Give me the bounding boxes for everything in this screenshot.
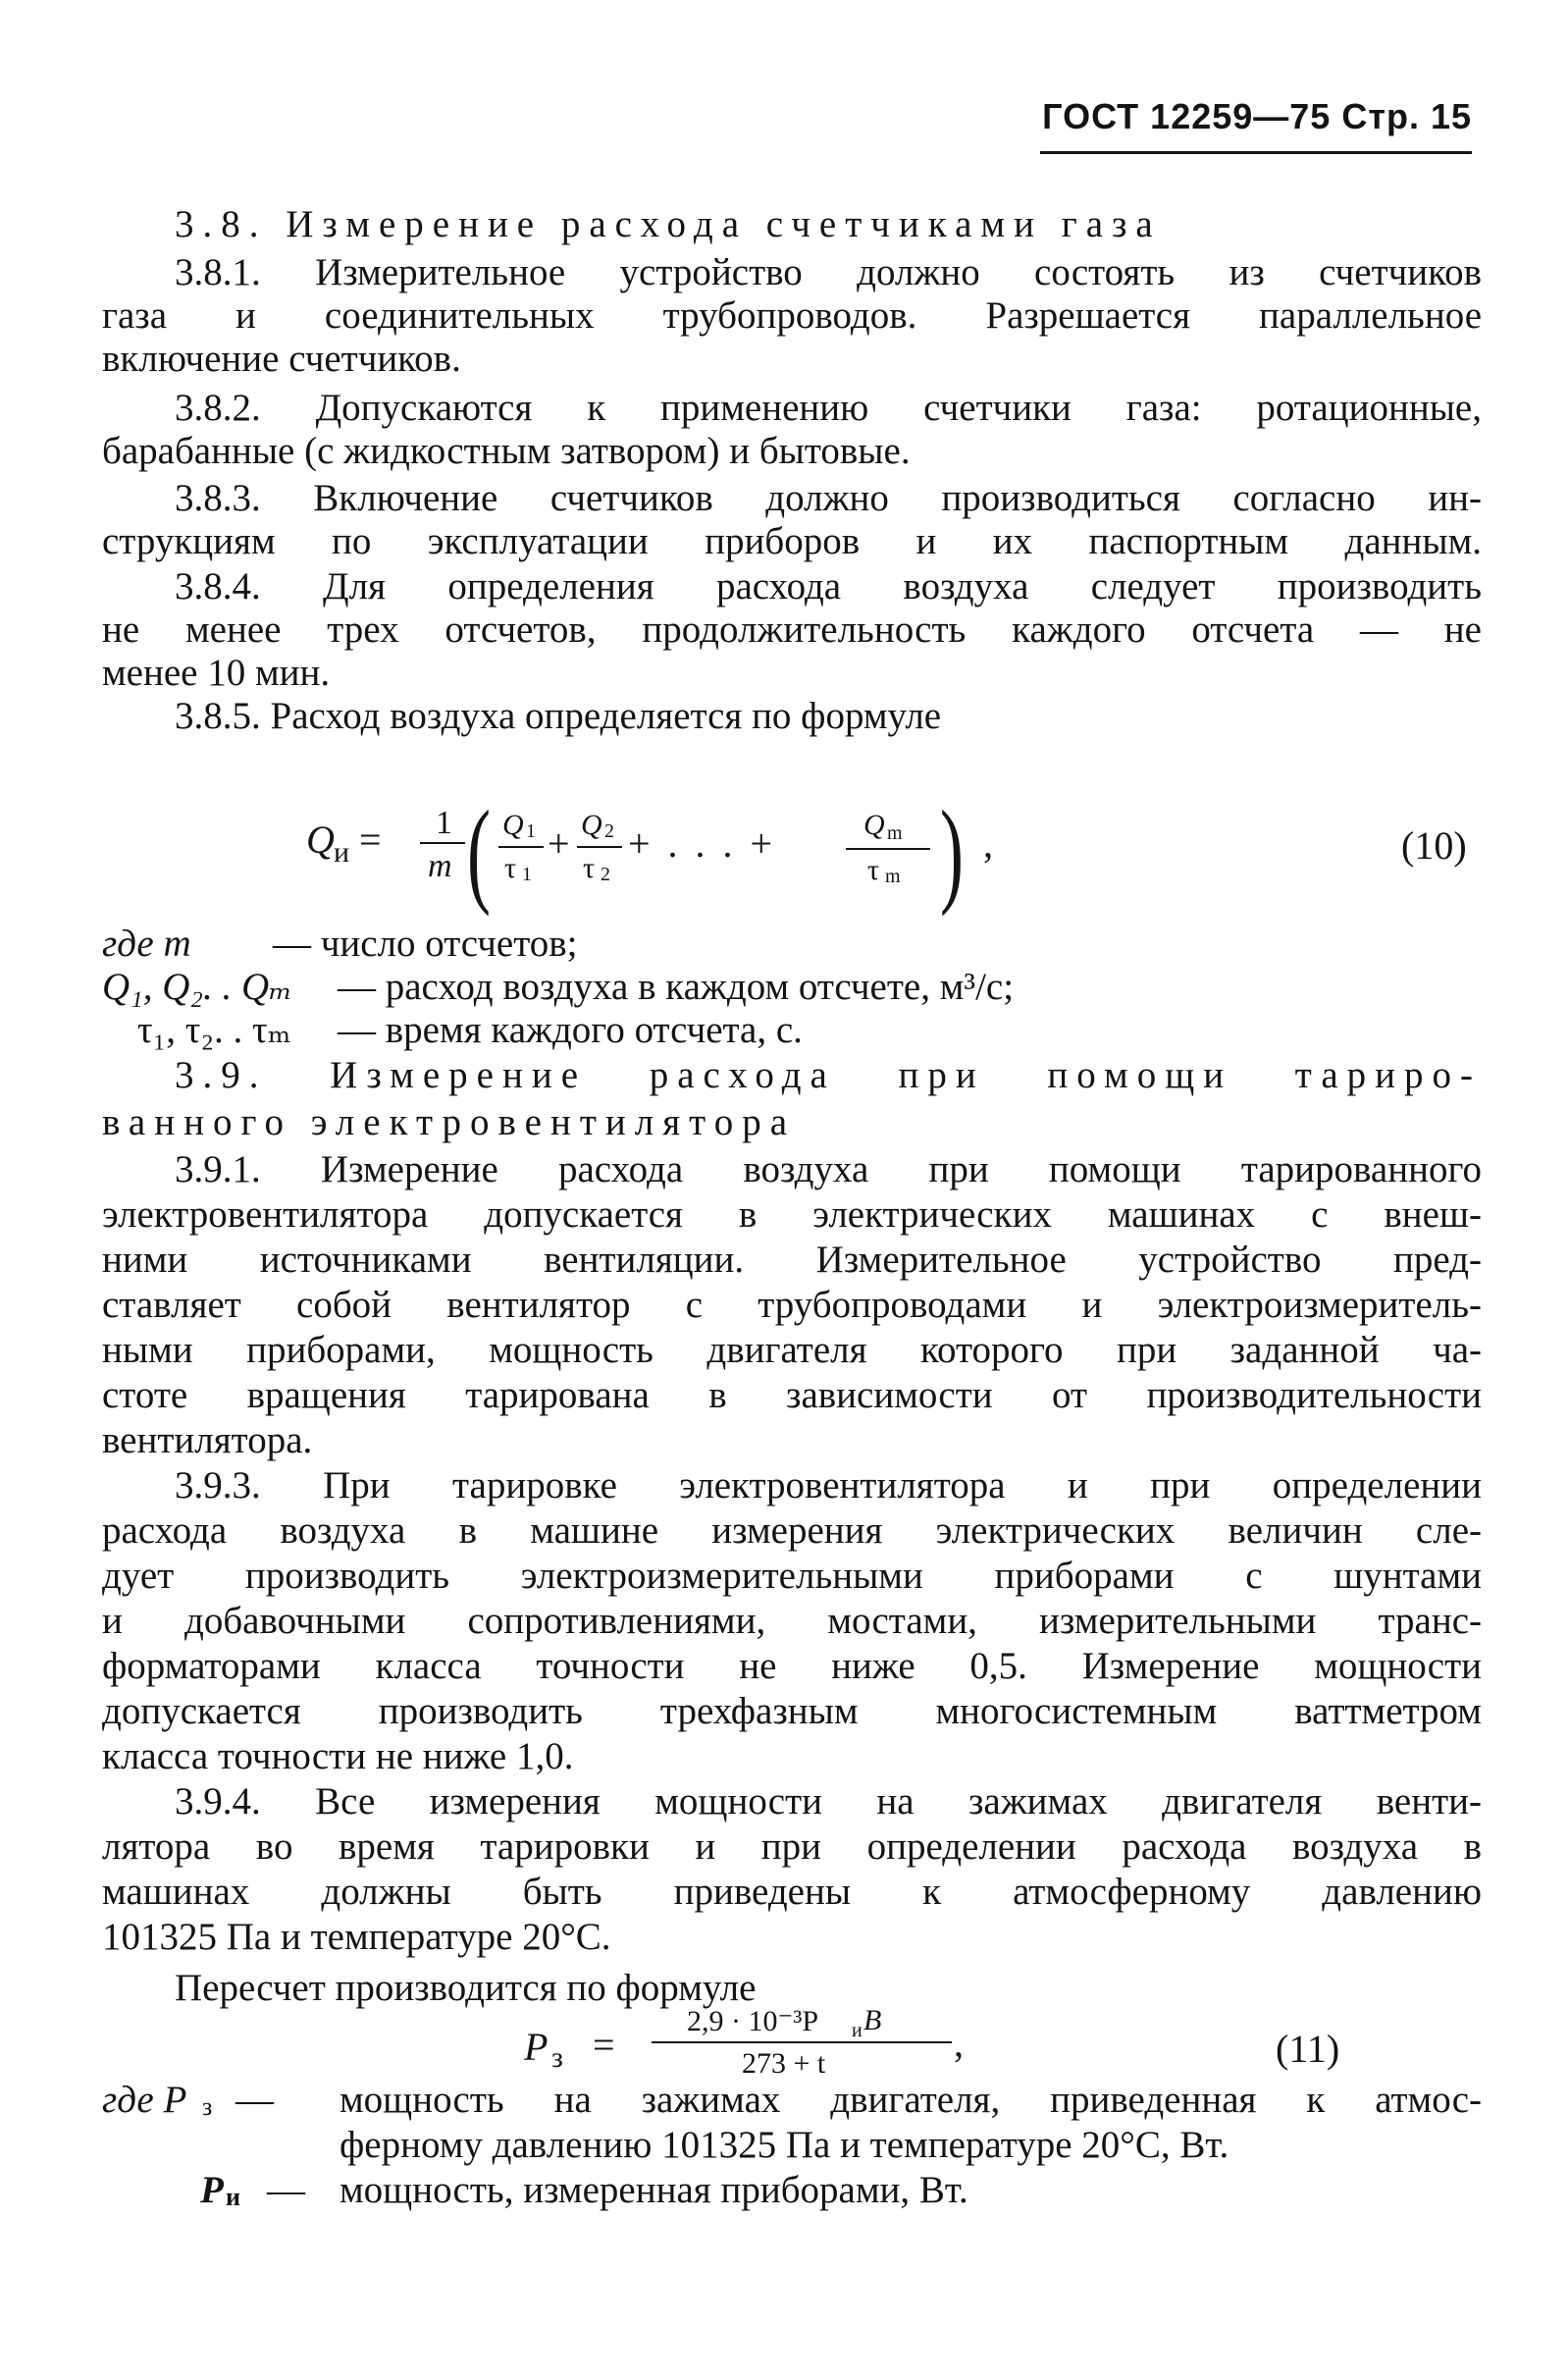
paragraph-line: дует производить электроизмерительными приборами с шунтами	[102, 1555, 1482, 1597]
paragraph-line: электровентилятора допускается в электрических машинах с внеш-	[102, 1193, 1482, 1236]
formula-subscript: 1	[522, 864, 532, 885]
paragraph-line: 3.9.4. Все измерения мощности на зажимах двигателя венти-	[175, 1780, 1482, 1822]
formula-denominator: m	[428, 848, 452, 884]
formula-sign: + . . . +	[628, 821, 777, 866]
paragraph-line: лятора во время тарировки и при определении расхода воздуха в	[102, 1825, 1482, 1868]
formula-numerator: 1	[436, 805, 452, 841]
fraction-bar	[498, 846, 544, 848]
legend-symbol: где P	[102, 2079, 187, 2121]
formula-symbol: Q	[581, 809, 602, 841]
paragraph-line: допускается производить трехфазным многосистемным ваттметром	[102, 1690, 1482, 1732]
legend-dash: —	[267, 2169, 305, 2211]
legend-subscript: и	[226, 2183, 240, 2211]
paragraph-line: ставляет собой вентилятор с трубопроводами и электроизмеритель-	[102, 1284, 1482, 1326]
formula-symbol: B	[863, 2004, 882, 2036]
legend-description: ферному давлению 101325 Па и температуре 20°С, Вт.	[340, 2124, 1229, 2166]
formula-denominator: 273 + t	[742, 2047, 826, 2080]
formula-symbol: Q	[863, 809, 885, 841]
formula-sign: =	[359, 818, 382, 862]
legend-symbol: где m	[102, 923, 191, 965]
fraction-bar	[846, 848, 930, 850]
paragraph-line: машинах должны быть приведены к атмосферному давлению	[102, 1871, 1482, 1913]
fraction-bar	[652, 2041, 952, 2043]
paragraph-line: и добавочными сопротивлениями, мостами, измерительными транс-	[102, 1600, 1482, 1642]
paragraph-line: стоте вращения тарирована в зависимости от производительности	[102, 1374, 1482, 1416]
formula-numerator: 2,9 · 10⁻³P	[687, 2005, 819, 2037]
section-title-3-9-cont: ванного электровентилятора	[102, 1101, 797, 1143]
formula-comma: ,	[983, 821, 993, 866]
formula-number: (11)	[1276, 2027, 1340, 2071]
paragraph-line: 3.8.1. Измерительное устройство должно состоять из счетчиков	[175, 251, 1482, 293]
legend-description: — расход воздуха в каждом отсчете, м³/с;	[338, 966, 1015, 1008]
paragraph-line: форматорами класса точности не ниже 0,5. Измерение мощности	[102, 1645, 1482, 1687]
formula-subscript: з	[551, 2041, 563, 2074]
paragraph-line: класса точности не ниже 1,0.	[102, 1735, 574, 1777]
right-parenthesis: )	[940, 786, 964, 917]
formula-subscript: m	[885, 866, 901, 887]
formula-comma: ,	[954, 2021, 964, 2065]
paragraph-line: газа и соединительных трубопроводов. Разрешается параллельное	[102, 294, 1482, 337]
legend-symbol: τ₁, τ₂. . τₘ	[137, 1009, 291, 1051]
formula-symbol: Q	[306, 818, 335, 862]
formula-subscript: m	[887, 822, 903, 844]
paragraph-line: 3.9.3. При тарировке электровентилятора и при определении	[175, 1464, 1482, 1506]
formula-sign: +	[548, 821, 570, 866]
formula-symbol: P	[524, 2025, 549, 2069]
page-header: ГОСТ 12259—75 Стр. 15	[1040, 92, 1472, 154]
section-title-3-8: 3.8. Измерение расхода счетчиками газа	[175, 203, 1162, 245]
formula-symbol: τ	[867, 854, 880, 886]
legend-symbol: Q₁, Q₂. . Qₘ	[102, 966, 293, 1008]
paragraph-line: включение счетчиков.	[102, 338, 461, 380]
paragraph-line: струкциям по эксплуатации приборов и их паспортным данным.	[102, 520, 1482, 562]
paragraph-line: не менее трех отсчетов, продолжительность каждого отсчета — не	[102, 608, 1482, 651]
legend-subscript: з	[202, 2092, 213, 2121]
formula-subscript: 2	[604, 820, 614, 842]
paragraph-line: расхода воздуха в машине измерения электрических величин сле-	[102, 1509, 1482, 1552]
paragraph-line: ными приборами, мощность двигателя которого при заданной ча-	[102, 1329, 1482, 1371]
left-parenthesis: (	[467, 786, 491, 917]
formula-subscript: и	[852, 2020, 862, 2041]
formula-subscript: 2	[601, 864, 610, 885]
section-title-3-9: 3.9. Измерение расхода при помощи тариро-	[175, 1054, 1482, 1096]
formula-subscript: и	[334, 836, 350, 869]
paragraph-line: 3.8.2. Допускаются к применению счетчики газа: ротационные,	[175, 387, 1482, 429]
paragraph-line: 3.8.3. Включение счетчиков должно производиться согласно ин-	[175, 477, 1482, 519]
paragraph-line: Пересчет производится по формуле	[175, 1967, 757, 2009]
paragraph-line: 3.9.1. Измерение расхода воздуха при помощи тарированного	[175, 1148, 1482, 1190]
formula-symbol: τ	[583, 852, 596, 884]
legend-description: — время каждого отсчета, с.	[338, 1009, 803, 1051]
formula-sign: =	[593, 2023, 615, 2067]
fraction-bar	[577, 846, 622, 848]
legend-description: мощность на зажимах двигателя, приведенная к атмос-	[340, 2079, 1482, 2121]
formula-symbol: Q	[502, 809, 524, 841]
paragraph-line: менее 10 мин.	[102, 652, 331, 694]
paragraph-line: барабанные (с жидкостным затвором) и бытовые.	[102, 430, 911, 472]
paragraph-line: 3.8.5. Расход воздуха определяется по формуле	[175, 695, 942, 737]
fraction-bar	[420, 842, 465, 844]
formula-symbol: τ	[504, 852, 517, 884]
paragraph-line: 101325 Па и температуре 20°С.	[102, 1916, 611, 1958]
formula-number: (10)	[1401, 823, 1467, 868]
legend-description: — число отсчетов;	[273, 923, 578, 965]
formula-subscript: 1	[526, 820, 536, 842]
paragraph-line: 3.8.4. Для определения расхода воздуха следует производить	[175, 565, 1482, 607]
paragraph-line: ними источниками вентиляции. Измерительное устройство пред-	[102, 1239, 1482, 1281]
legend-description: мощность, измеренная приборами, Вт.	[340, 2169, 968, 2211]
legend-dash: —	[235, 2079, 274, 2121]
legend-symbol: P	[200, 2169, 224, 2211]
paragraph-line: вентилятора.	[102, 1419, 313, 1461]
